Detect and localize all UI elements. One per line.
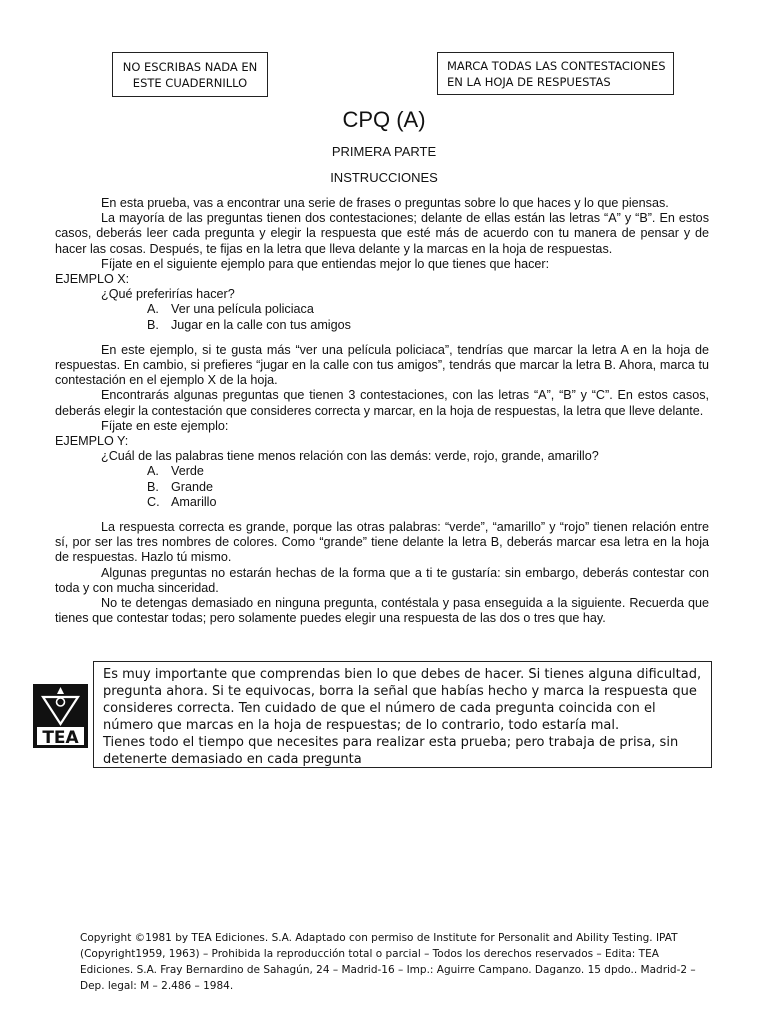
example-x-option <box>55 302 709 317</box>
paragraph: En esta prueba, vas a encontrar una serie de frases o preguntas sobre lo que haces y lo que piensas. <box>101 196 669 210</box>
copyright-footer: Copyright ©1981 by TEA Ediciones. S.A. Adaptado con permiso de Institute for Personalit and Ability Testing. IPAT (Copyright1959, 1963) – Prohibida la reproducción total o parcial – Todos los derechos reservados – Edita: TEA Ediciones. S.A. Fray Bernardino de Sahagún, 24 – Madrid-16 – Imp.: Aguirre Campano. Daganzo. 15 dpdo.. Madrid-2 – Dep. legal: M – 2.486 – 1984. <box>80 932 696 992</box>
paragraph: En este ejemplo, si te gusta más “ver una película policiaca”, tendrías que marcar la letra A en la hoja de respuestas. En cambio, si prefieres “jugar en la calle con tus amigos”, tendrás que marcar la letra B. Ahora, marca tu contestación en el ejemplo X de la hoja. <box>55 342 709 388</box>
important-notice-box <box>93 661 712 768</box>
example-y-option <box>55 480 709 495</box>
option-text: Jugar en la calle con tus amigos <box>171 317 351 332</box>
do-not-write-line-2: ESTE CUADERNILLO <box>132 75 248 90</box>
option-letter: B. <box>147 479 159 494</box>
notice-paragraph: Es muy importante que comprendas bien lo que debes de hacer. Si tienes alguna dificultad, pregunta ahora. Si te equivocas, borra la señal que habías hecho y marca la respuesta que consideres correcta. Ten cuidado de que el número de cada pregunta coincida con el número que marcas en la hoja de respuestas; de lo contrario, todo estaría mal. <box>103 667 702 733</box>
paragraph: Algunas preguntas no estarán hechas de la forma que a ti te gustaría: sin embargo, deberás contestar con toda y con mucha sinceridad. <box>55 565 709 595</box>
option-letter: B. <box>147 317 159 332</box>
example-x-question: ¿Qué preferirías hacer? <box>101 287 235 302</box>
option-text: Verde <box>171 464 204 479</box>
instructions-body <box>55 196 709 626</box>
option-letter: A. <box>147 302 159 317</box>
paragraph: La respuesta correcta es grande, porque las otras palabras: “verde”, “amarillo” y “rojo” tienen relación entre sí, por ser las tres nombres de colores. Como “grande” tiene delante la letra B, deberás marcar esa letra en la hoja de respuestas. Hazlo tú mismo. <box>55 520 709 565</box>
example-y-option <box>55 464 709 479</box>
option-text: Ver una película policiaca <box>171 302 314 317</box>
example-y-question: ¿Cuál de las palabras tiene menos relación con las demás: verde, rojo, grande, amarillo? <box>101 449 599 464</box>
example-y-label: EJEMPLO Y: <box>55 434 129 449</box>
example-x-option <box>55 318 709 333</box>
option-text: Amarillo <box>171 494 217 509</box>
paragraph: Fíjate en este ejemplo: <box>101 418 229 433</box>
mark-answers-line-2: EN LA HOJA DE RESPUESTAS <box>447 74 611 89</box>
paragraph: Fíjate en el siguiente ejemplo para que entiendas mejor lo que tienes que hacer: <box>101 256 550 271</box>
example-y-option <box>55 495 709 510</box>
paragraph: No te detengas demasiado en ninguna pregunta, contéstala y pasa enseguida a la siguiente. Recuerda que tienes que contestar todas; pero solamente puedes elegir una respuesta de las dos o tres que hay. <box>55 596 709 626</box>
part-heading: PRIMERA PARTE <box>331 144 437 159</box>
paragraph: Encontrarás algunas preguntas que tienen 3 contestaciones, con las letras “A”, “B” y “C”. En estos casos, deberás elegir la contestación que consideres correcta y marcar, en la hoja de respuestas, la letra que lleve delante. <box>55 388 709 418</box>
do-not-write-line-1: NO ESCRIBAS NADA EN <box>122 59 258 74</box>
option-text: Grande <box>171 479 214 494</box>
notice-paragraph: Tienes todo el tiempo que necesites para realizar esta prueba; pero trabaja de prisa, sin detenerte demasiado en cada pregunta <box>103 735 679 767</box>
mark-answers-line-1: MARCA TODAS LAS CONTESTACIONES <box>447 58 666 73</box>
instructions-heading: INSTRUCCIONES <box>330 170 438 185</box>
tea-logo-icon <box>33 684 88 748</box>
do-not-write-box <box>112 52 268 97</box>
page-title: CPQ (A) <box>342 107 426 132</box>
example-x-label: EJEMPLO X: <box>55 272 130 287</box>
tea-logo-graphic <box>33 684 88 748</box>
paragraph: La mayoría de las preguntas tienen dos contestaciones; delante de ellas están las letras “A” y “B”. En estos casos, deberás leer cada pregunta y elegir la respuesta que esté más de acuerdo con tu manera de pensar y de hacer las cosas. Después, te fijas en la letra que lleva delante y la marcas en la hoja de respuestas. <box>55 211 709 256</box>
logo-text: TEA <box>42 728 79 748</box>
option-letter: C. <box>147 494 160 509</box>
option-letter: A. <box>147 464 159 479</box>
mark-answers-box <box>437 52 674 95</box>
